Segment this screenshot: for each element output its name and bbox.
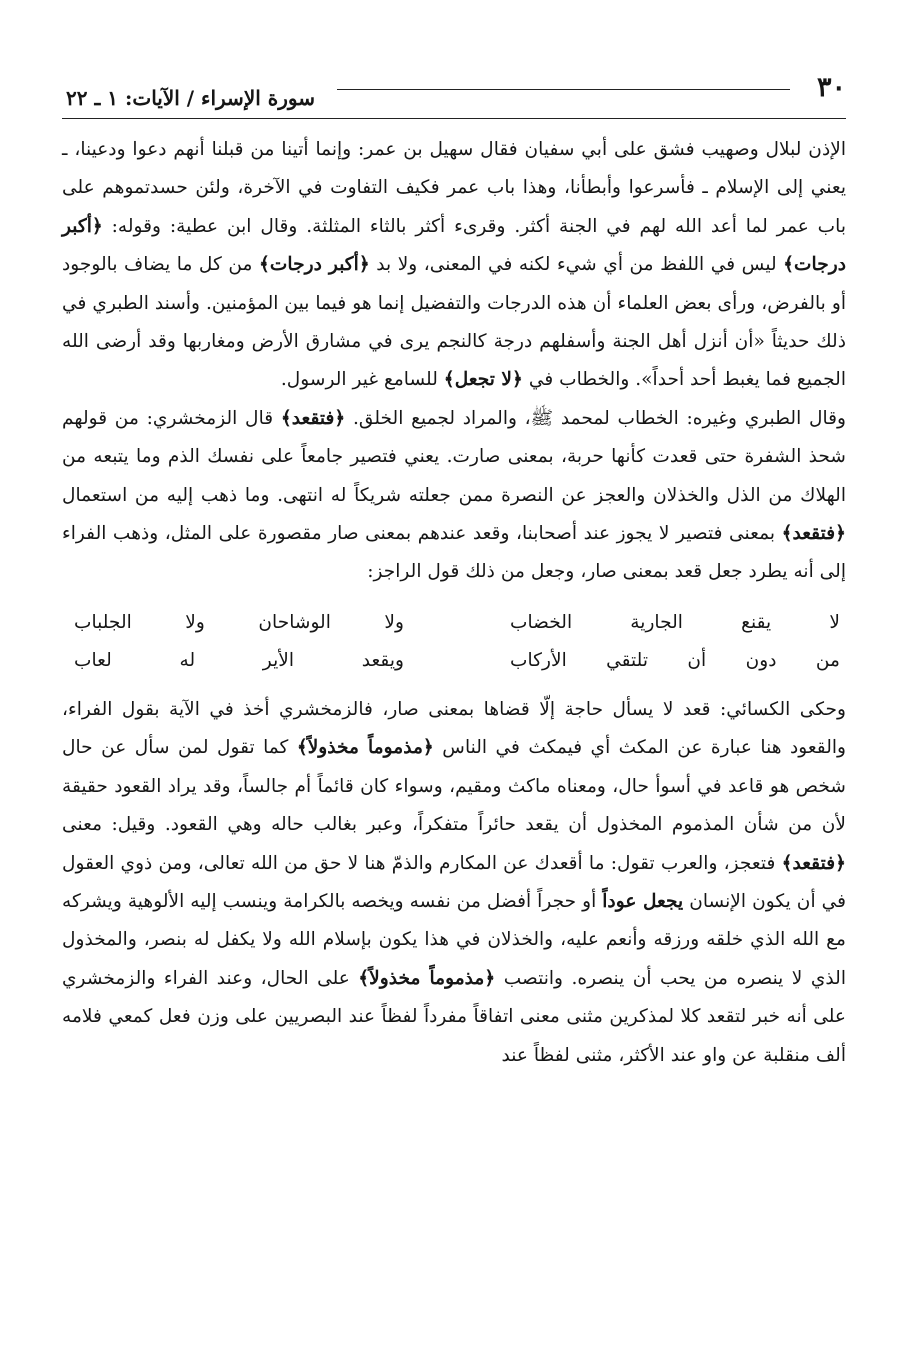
quran-quote: ﴿فتقعد﴾ bbox=[280, 407, 346, 429]
poem-verse bbox=[62, 642, 846, 680]
text-run: وحكى الكسائي: قعد لا يسأل حاجة إلّا قضاها بمعنى صار، فالزمخشري أخذ في الآية بقول الفراء، والقعود هنا عبارة عن المكث أي فيمكث في الناس bbox=[62, 698, 847, 759]
text-run: وقال الطبري وغيره: الخطاب لمحمد ﷺ، والمراد لجميع الخلق. bbox=[345, 407, 846, 429]
quran-quote: ﴿لا تجعل﴾ bbox=[443, 369, 523, 391]
page-number: ٣٠ bbox=[816, 72, 846, 103]
header-rule bbox=[337, 89, 790, 90]
quran-quote: ﴿مذموماً مخذولاً﴾ bbox=[358, 967, 496, 989]
text-run: الإذن لبلال وصهيب فشق على أبي سفيان فقال سهيل بن عمر: وإنما أتينا من قبلنا أنهم دعوا ودعينا، ـ يعني إلى الإسلام ـ فأسرعوا وأبطأنا، وهذا باب عمر فكيف التفاوت في الآخرة، ولئن حسدتموهم على باب عمر لما أعد الله لهم في الجنة أكثر. وقرىء أكثر بالثاء المثلثة. وقال ابن عطية: وقوله: bbox=[62, 139, 846, 237]
quran-quote: ﴿مذموماً مخذولاً﴾ bbox=[296, 737, 434, 759]
paragraph-3 bbox=[62, 691, 846, 1075]
poem-second-hemistich: ولا الوشاحان ولا الجلباب bbox=[74, 611, 404, 633]
paragraph-2 bbox=[62, 400, 846, 592]
page-header bbox=[62, 66, 846, 119]
paragraph-1 bbox=[62, 131, 846, 400]
text-run: بمعنى فتصير لا يجوز عند أصحابنا، وقعد عندهم بمعنى صار مقصورة على المثل، وذهب الفراء إلى أنه يطرد جعل قعد بمعنى صار، وجعل من ذلك قول الراجز: bbox=[62, 523, 846, 583]
quran-quote: ﴿أكبر درجات﴾ bbox=[62, 215, 846, 276]
text-run: أو حجراً أفضل من نفسه ويخصه بالكرامة وينسب إليه الألوهية ويشركه مع الله الذي خلقه ورزقه وأنعم عليه، والخذلان في هذا يكون بإسلام الله ولا يكفل له بنصر، والمخذول الذي لا ينصره من يحب أن ينصره. وانتصب bbox=[62, 890, 846, 989]
poem-verse bbox=[62, 604, 846, 642]
book-page bbox=[62, 66, 846, 1075]
poem bbox=[62, 604, 846, 680]
text-run: ليس في اللفظ من أي شيء لكنه في المعنى، ولا بد bbox=[369, 254, 784, 276]
text-run: على الحال، وعند الفراء والزمخشري على أنه خبر لتقعد كلا لمذكرين مثنى معنى اتفاقاً مفرداً لفظاً عند البصريين على وزن فعل كمعي فلامه ألف منقلبة عن واو عند الأكثر، مثنى لفظاً عند bbox=[62, 967, 846, 1066]
poem-first-hemistich: لا يقنع الجارية الخضاب bbox=[510, 611, 840, 633]
text-run: من كل ما يضاف بالوجود أو بالفرض، ورأى بعض العلماء أن هذه الدرجات والتفضيل إنما هو فيما بين المؤمنين. وأسند الطبري في ذلك حديثاً «أن أنزل أهل الجنة وأسفلهم درجة كالنجم يرى في مشارق الأرض ومغاربها وقد أرضى الله الجميع فما يغبط أحد أحداً». والخطاب في bbox=[62, 254, 846, 391]
quran-quote: ﴿فتقعد﴾ bbox=[781, 852, 846, 874]
poem-second-hemistich: ويقعد الأير له لعاب bbox=[74, 649, 404, 671]
quran-quote: ﴿أكبر درجات﴾ bbox=[259, 254, 370, 276]
text-run: للسامع غير الرسول. bbox=[280, 369, 444, 391]
text-run: كما تقول لمن سأل عن حال شخص هو قاعد في أسوأ حال، ومعناه ماكث ومقيم، وسواء كان قائماً أم جالساً، وقد يراد القعود حقيقة لأن من شأن المذموم المخذول أن يقعد حائراً متفكراً، وعبر بغالب حاله وهي القعود. وقيل: معنى bbox=[62, 737, 846, 836]
quran-quote: يجعل عوداً bbox=[602, 890, 684, 912]
quran-quote: ﴿فتقعد﴾ bbox=[781, 523, 846, 545]
poem-first-hemistich: من دون أن تلتقي الأركاب bbox=[510, 649, 840, 671]
body-text bbox=[62, 131, 846, 1075]
text-run: فتعجز، والعرب تقول: ما أقعدك عن المكارم والذمّ هنا لا حق من الله تعالى، ومن ذوي العقول في أن يكون الإنسان bbox=[62, 852, 846, 912]
text-run: قال الزمخشري: من قولهم شحذ الشفرة حتى قعدت كأنها حربة، بمعنى صارت. يعني فتصير جامعاً على نفسك الذم وما يتبعه من الهلاك من الذل والخذلان والعجز عن النصرة ممن جعلته شريكاً له انتهى. وما ذهب إليه من استعمال bbox=[62, 407, 846, 506]
running-title: سورة الإسراء / الآيات: ١ ـ ٢٢ bbox=[66, 86, 315, 110]
